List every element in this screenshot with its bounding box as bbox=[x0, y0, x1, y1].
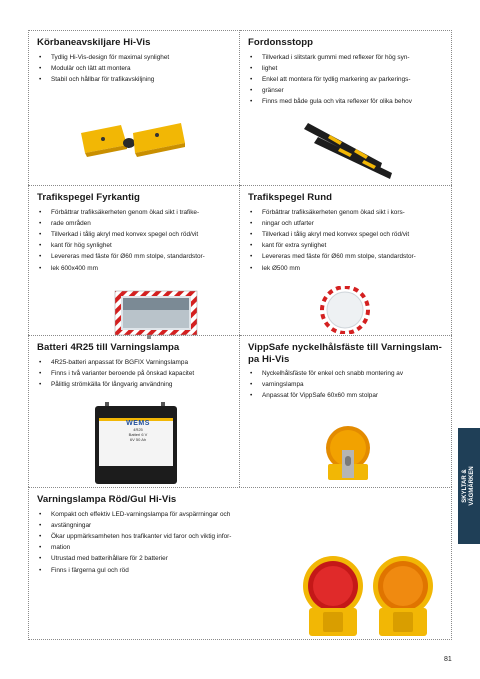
product-title: Trafikspegel Fyrkantig bbox=[37, 192, 140, 203]
battery-brand: WEMS bbox=[126, 420, 150, 427]
bullet-item: • mation bbox=[37, 542, 443, 553]
bullet-item: • kant för extra synlighet bbox=[248, 240, 443, 251]
battery-label bbox=[103, 420, 173, 442]
bullet-item: • rade områden bbox=[37, 218, 231, 229]
section-tab bbox=[458, 428, 480, 544]
bullet-item: • Tillverkad i tålig akryl med konvex spegel och röd/vit bbox=[248, 229, 443, 240]
bullet-item: • lighet bbox=[248, 63, 443, 74]
product-title bbox=[248, 342, 443, 365]
product-title: Fordonsstopp bbox=[248, 37, 314, 48]
battery-image bbox=[91, 400, 183, 486]
bullet-item: • Modulär och lätt att montera bbox=[37, 63, 231, 74]
bullet-item: • Kompakt och effektiv LED-varningslampa för avspärrningar och bbox=[37, 509, 443, 520]
bullet-item: • varningslampa bbox=[248, 379, 443, 390]
product-trafikspegel-fyrkantig bbox=[28, 185, 240, 335]
battery-label-line: Batteri 6 V bbox=[128, 432, 148, 437]
product-korbaneavskiljare bbox=[28, 30, 240, 185]
bullet-item: • Förbättrar trafiksäkerheten genom ökad sikt i kors- bbox=[248, 207, 443, 218]
bullet-item: • ningar och utfarter bbox=[248, 218, 443, 229]
bullet-item: • Finns i två varianter beroende på önskad kapacitet bbox=[37, 368, 231, 379]
product-title: Trafikspegel Rund bbox=[248, 192, 333, 203]
product-title: Varningslampa Röd/Gul Hi-Vis bbox=[37, 494, 177, 505]
section-tab-line: VÄGMÄRKEN bbox=[469, 466, 475, 506]
round-mirror-image bbox=[312, 286, 378, 334]
bullet-item: • Pålitlig strömkälla för långvarig användning bbox=[37, 379, 231, 390]
product-grid bbox=[28, 30, 452, 640]
bullet-list bbox=[37, 52, 231, 86]
warning-lamps-image bbox=[299, 550, 439, 640]
lane-divider-image bbox=[77, 119, 187, 167]
bullet-item: • lek Ø500 mm bbox=[248, 263, 443, 274]
bullet-item: • avstängningar bbox=[37, 520, 443, 531]
battery-label-line: 4R25 bbox=[133, 427, 143, 432]
page-number: 81 bbox=[444, 656, 452, 663]
product-title: Körbaneavskiljare Hi-Vis bbox=[37, 37, 151, 48]
product-title: Batteri 4R25 till Varningslampa bbox=[37, 342, 180, 353]
product-title-line: VippSafe nyckelhålsfäste till Varningslam- bbox=[248, 342, 442, 353]
product-varningslampa bbox=[28, 487, 452, 640]
bullet-item: • Levereras med fäste för Ø60 mm stolpe, standardstor- bbox=[37, 251, 231, 262]
bullet-item: • Finns i färgerna gul och röd bbox=[37, 565, 443, 576]
product-batteri-4r25 bbox=[28, 335, 240, 487]
bullet-list bbox=[37, 357, 231, 391]
product-fordonsstopp bbox=[240, 30, 452, 185]
bullet-item: • Ökar uppmärksamheten hos trafikanter vid faror och viktig infor- bbox=[37, 531, 443, 542]
bullet-item: • Enkel att montera för tydlig markering av parkerings- bbox=[248, 74, 443, 85]
bullet-item: • Förbättrar trafiksäkerheten genom ökad sikt i trafike- bbox=[37, 207, 231, 218]
bullet-item: • Nyckelhålsfäste för enkel och snabb montering av bbox=[248, 368, 443, 379]
product-title-line: pa Hi-Vis bbox=[248, 353, 290, 365]
bullet-item: • Finns med både gula och vita reflexer för olika behov bbox=[248, 96, 443, 107]
bullet-list bbox=[248, 52, 443, 108]
square-mirror-image bbox=[113, 289, 199, 339]
product-vippsafe-fasteklamma bbox=[240, 335, 452, 487]
bullet-item: • Stabil och hållbar för trafikavskiljning bbox=[37, 74, 231, 85]
bullet-list bbox=[248, 368, 443, 402]
wheel-stop-image bbox=[300, 115, 400, 183]
bullet-item: • Tillverkad i tålig akryl med konvex spegel och röd/vit bbox=[37, 229, 231, 240]
bullet-item: • Anpassat för VippSafe 60x60 mm stolpar bbox=[248, 390, 443, 401]
product-trafikspegel-rund bbox=[240, 185, 452, 335]
bullet-item: • lek 600x400 mm bbox=[37, 263, 231, 274]
bullet-list bbox=[248, 207, 443, 274]
bullet-item: • Tillverkad i slitstark gummi med reflexer för hög syn- bbox=[248, 52, 443, 63]
bullet-item: • Utrustad med batterihållare för 2 batterier bbox=[37, 553, 443, 564]
keyhole-mount-image bbox=[320, 424, 376, 484]
bullet-item: • 4R25-batteri anpassat för BGFIX Varningslampa bbox=[37, 357, 231, 368]
section-tab-line: SKYLTAR & bbox=[462, 469, 468, 503]
bullet-list bbox=[37, 207, 231, 274]
bullet-item: • kant för hög synlighet bbox=[37, 240, 231, 251]
battery-label-line: 6V 50 Ah bbox=[129, 437, 147, 442]
bullet-item: • Levereras med fäste för Ø60 mm stolpe, standardstor- bbox=[248, 251, 443, 262]
bullet-item: • Tydlig Hi-Vis-design för maximal synlighet bbox=[37, 52, 231, 63]
section-tab-label bbox=[462, 466, 476, 505]
bullet-item: • gränser bbox=[248, 85, 443, 96]
